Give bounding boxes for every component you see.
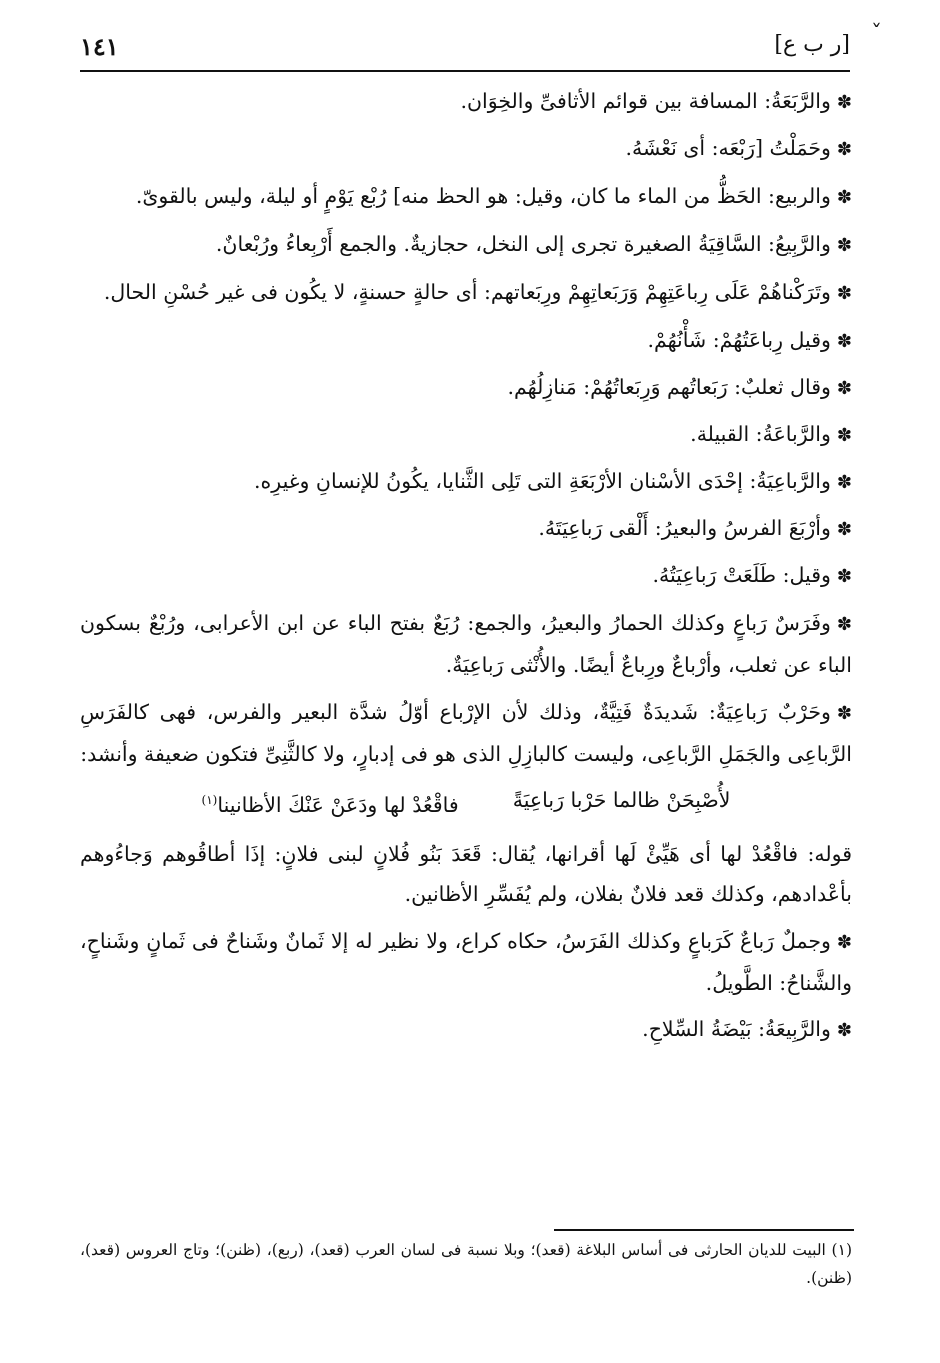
paragraph-text: وحَمَلْتُ [رَبْعَه: أى نَعْشَهُ. bbox=[625, 136, 831, 160]
root-heading: [ر ب ع] bbox=[774, 32, 850, 57]
star-icon: ✽ bbox=[836, 566, 852, 587]
page-number: ١٤١ bbox=[80, 32, 119, 61]
entry-paragraph bbox=[80, 692, 852, 774]
star-icon: ✽ bbox=[836, 187, 852, 208]
star-icon: ✽ bbox=[836, 139, 852, 160]
entry-paragraph bbox=[80, 225, 852, 265]
paragraph-text: والرَّباعِيَةُ: إحْدَى الأسْنان الأرْبَعَةِ التى تَلِى الثَّنايا، يكُونُ للإنسانِ وغيرِه. bbox=[254, 469, 831, 493]
paragraph-text: والرَّبَعَةُ: المسافة بين قوائم الأثافىِّ والخِوَان. bbox=[460, 89, 831, 113]
paragraph-text: والرَّبِيعَةُ: بَيْضَةُ السِّلاحِ. bbox=[642, 1016, 831, 1041]
paragraph-text: وقال ثعلبٌ: رَبَعاتُهم وَرِبَعاتُهُمْ: مَنازِلُهُم. bbox=[507, 375, 831, 399]
footnote: (١) البيت للديان الحارثى فى أساس البلاغة (قعد)؛ وبلا نسبة فى لسان العرب (قعد)، (ربع)، (ظنن)؛ وتاج العروس (قعد)، (ظنن). bbox=[80, 1241, 852, 1287]
star-icon: ✽ bbox=[836, 331, 852, 352]
footnote-divider bbox=[554, 1229, 854, 1231]
star-icon: ✽ bbox=[836, 235, 852, 256]
footnote-ref: (١) bbox=[201, 793, 218, 807]
star-icon: ✽ bbox=[836, 519, 852, 540]
paragraph-text: وحَرْبٌ رَباعِيَةٌ: شَديدَةٌ فَتِيَّةٌ، وذلك لأن الإرْباع أوّلُ شدَّة البعير والفرس، فهى كالفَرَسِ الرَّباعِى والجَمَلِ الرَّباعِى، وليست كالبازِلِ الذى هو فى إدبارٍ، ولا كالثَّنِىِّ فتكون ضعيفة وأنشد: bbox=[80, 700, 852, 766]
entry-paragraph bbox=[80, 272, 852, 314]
entry-paragraph bbox=[80, 1010, 852, 1050]
paragraph-text: والرَّباعَةُ: القبيلة. bbox=[690, 422, 831, 446]
entry-paragraph bbox=[80, 368, 852, 408]
paragraph-text: قوله: فاقْعُدْ لها أى هَيِّئْ لَها أقرانها، يُقال: قَعَدَ بَنُو فُلانٍ لبنى فلانٍ: إذَا أطاقُوهم وَجاءُوهم بأعْدادهم، وكذلك قعد فلانٌ بفلان، ولم يُفَسِّرِ الأظانين. bbox=[80, 841, 852, 906]
paragraph-text: وقيل: طَلَعَتْ رَباعِيَتُهُ. bbox=[652, 563, 831, 587]
corner-mark: ˇ bbox=[871, 22, 882, 47]
entry-paragraph bbox=[80, 129, 852, 169]
entry-paragraph bbox=[80, 82, 852, 122]
entry-paragraph bbox=[80, 415, 852, 455]
entry-paragraph bbox=[80, 834, 852, 914]
paragraph-text: وأرْبَعَ الفرسُ والبعيرُ: أَلْقى رَباعِيَتَهُ. bbox=[538, 516, 831, 540]
entry-paragraph bbox=[80, 321, 852, 361]
paragraph-text: وقيل رِباعَتُهُمْ: شَأْنُهُمْ. bbox=[647, 328, 831, 352]
star-icon: ✽ bbox=[836, 1019, 852, 1041]
entry-paragraph bbox=[80, 176, 852, 218]
entry-paragraph bbox=[80, 462, 852, 502]
entry-paragraph bbox=[80, 603, 852, 685]
star-icon: ✽ bbox=[836, 425, 852, 446]
star-icon: ✽ bbox=[836, 92, 852, 113]
entry-paragraph bbox=[80, 921, 852, 1003]
entry-paragraph bbox=[80, 556, 852, 596]
paragraph-text: وفَرَسٌ رَباعٍ وكذلك الحمارُ والبعيرُ، والجمع: رُبَعٌ بفتح الباء عن ابن الأعرابى، ورُبْعٌ بسكون الباء عن ثعلب، وأرْباعٌ ورِباعٌ أيضًا. والأُنْثى رَباعِيَةٌ. bbox=[80, 611, 852, 677]
star-icon: ✽ bbox=[836, 283, 852, 304]
verse-hemistich-right: لأُصْبِحَنْ ظالما حَرْبا رَباعِيَةً bbox=[512, 788, 731, 812]
paragraph-text: وجملٌ رَباعٌ كَرَباعٍ وكذلك الفَرَسُ، حكاه كراع، ولا نظير له إلا ثَمانٌ وشَناحٌ فى ثَمانٍ وشَناحٍ، والشَّناحُ: الطَّويلُ. bbox=[80, 928, 852, 995]
paragraph-text: والربيع: الحَظُّ من الماء ما كان، وقيل: هو الحظ منه] رُبْع يَوْمٍ أو ليلة، وليس بالقوىّ. bbox=[135, 184, 831, 208]
paragraph-text: والرَّبِيعُ: السَّاقِيَةُ الصغيرة تجرى إلى النخل، حجازيةٌ. والجمع أَرْبِعاءُ ورُبْعانٌ. bbox=[215, 232, 831, 256]
star-icon: ✽ bbox=[836, 472, 852, 493]
entry-body bbox=[80, 82, 852, 1057]
entry-paragraph bbox=[80, 509, 852, 549]
page-header bbox=[80, 30, 850, 72]
star-icon: ✽ bbox=[836, 614, 852, 635]
paragraph-text: وتَرَكْناهُمْ عَلَى رِباعَتِهِمْ وَرَبَعاتِهِمْ ورِبَعاتهم: أى حالةٍ حسنةٍ، لا يكُون فى غير حُسْنِ الحال. bbox=[103, 280, 831, 304]
star-icon: ✽ bbox=[836, 378, 852, 399]
star-icon: ✽ bbox=[836, 703, 852, 724]
star-icon: ✽ bbox=[836, 931, 852, 953]
poetry-verse bbox=[80, 781, 852, 824]
verse-hemistich-left: فاقْعُدْ لها ودَعَنْ عَنْكَ الأظانينا$^{(١)}$ bbox=[201, 792, 459, 817]
